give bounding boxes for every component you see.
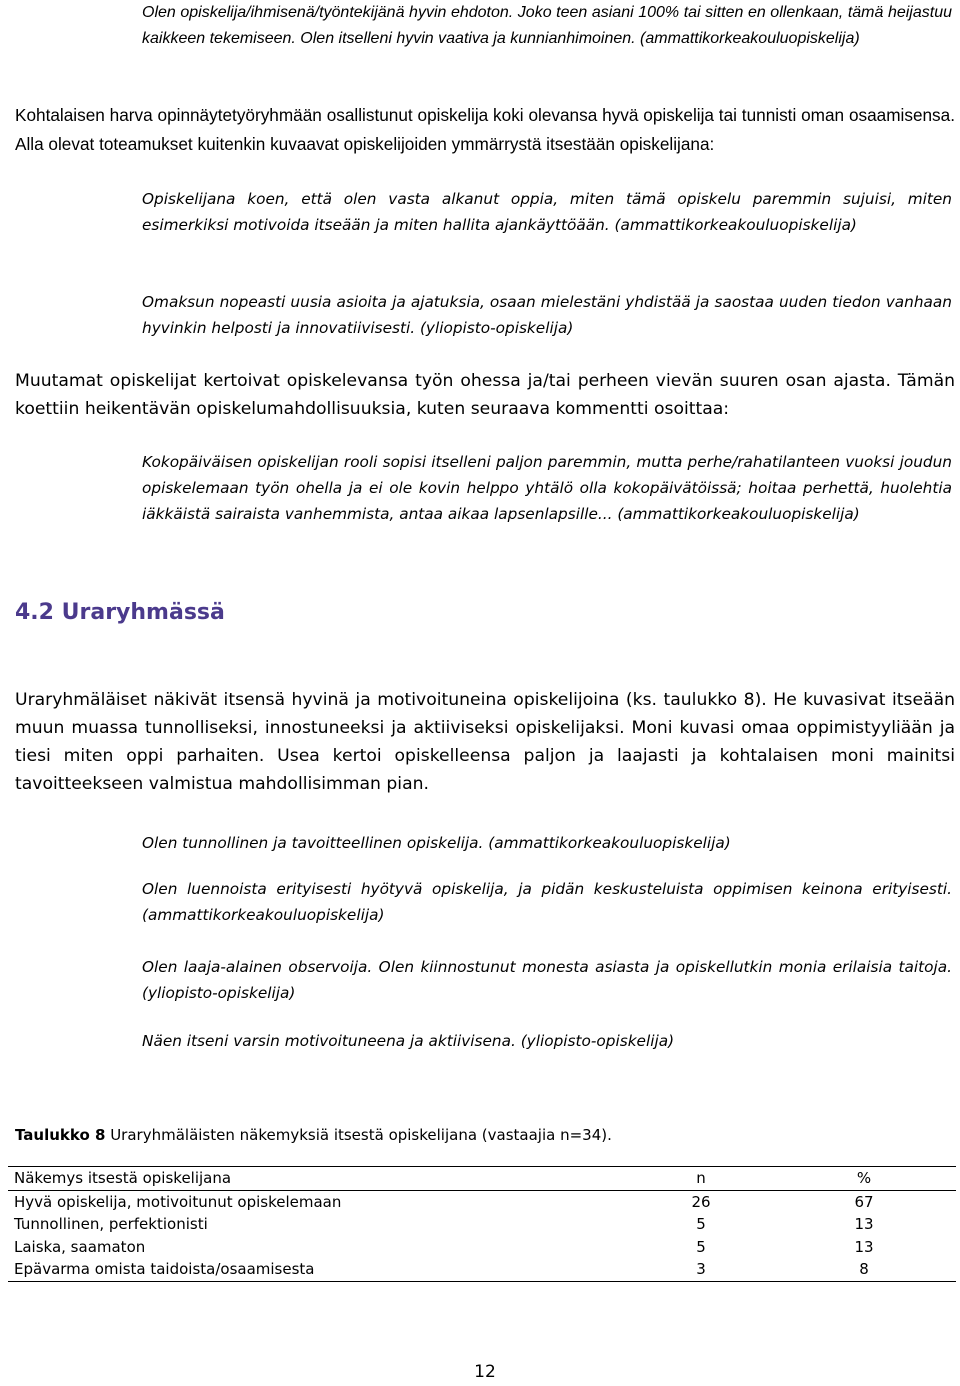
quote-7-text: Näen itseni varsin motivoituneena ja aktiivisena. (yliopisto-opiskelija) xyxy=(142,1032,675,1050)
table-caption xyxy=(15,1126,612,1144)
quote-6 xyxy=(142,954,952,1006)
table-cell: 67 xyxy=(854,1192,874,1211)
quote-4-text: Olen tunnollinen ja tavoitteellinen opiskelija. (ammattikorkeakouluopiskelija) xyxy=(142,834,731,852)
p1-sentence-2: Alla olevat toteamukset kuitenkin kuvaavat opiskelijoiden ymmärrystä itsestään opiskelijana: xyxy=(15,134,715,154)
table-row xyxy=(8,1190,956,1213)
quote-top xyxy=(142,0,952,52)
quote-1 xyxy=(142,186,952,238)
table-cell: 3 xyxy=(696,1260,706,1278)
quote-1-text: Opiskelijana koen, että olen vasta alkanut oppia, miten tämä opiskelu paremmin sujuisi, miten esimerkiksi motivoida itseään ja miten hallita ajankäyttöään. (ammattikorkeakouluopiskelija) xyxy=(142,190,952,234)
table-caption-label: Taulukko 8 xyxy=(15,1126,106,1144)
quote-3-text: Kokopäiväisen opiskelijan rooli sopisi itselleni paljon paremmin, mutta perhe/rahatilanteen vuoksi joudun opiskelemaan työn ohella ja ei ole kovin helppo yhtälö olla kokopäivätöissä; hoitaa perhettä, huolehtia iäkkäistä sairaista vanhemmista, antaa aikaa lapsenlapsille... (ammattikorkeakouluopiskelija) xyxy=(142,453,952,523)
table-header-n: n xyxy=(696,1169,706,1187)
table-cell: Laiska, saamaton xyxy=(14,1237,146,1256)
table-cell: Hyvä opiskelija, motivoitunut opiskelemaan xyxy=(14,1192,342,1211)
page-number: 12 xyxy=(474,1362,496,1382)
table-cell: 13 xyxy=(854,1215,874,1233)
table-header-percent: % xyxy=(856,1169,872,1187)
paragraph-3-text: Uraryhmäläiset näkivät itsensä hyvinä ja motivoituneina opiskelijoina (ks. taulukko 8). He kuvasivat itseään muun muassa tunnolliseksi, innostuneeksi ja aktiiviseksi opiskelijaksi. Moni kuvasi omaa oppimistyyliään ja tiesi miten oppi parhaiten. Usea kertoi opiskelleensa paljon ja laajasti ja kohtalaisen moni mainitsi tavoitteekseen valmistua mahdollisimman pian. xyxy=(15,690,955,794)
section-heading: 4.2 Uraryhmässä xyxy=(15,600,225,625)
paragraph-1 xyxy=(15,101,955,159)
paragraph-3 xyxy=(15,686,955,798)
table-cell: 26 xyxy=(691,1192,711,1211)
table-row xyxy=(8,1213,956,1236)
table-cell: 8 xyxy=(859,1260,869,1278)
table-cell: 5 xyxy=(696,1215,706,1233)
quote-5 xyxy=(142,876,952,928)
quote-2 xyxy=(142,289,952,341)
table-cell: 5 xyxy=(696,1237,706,1256)
opinions-table xyxy=(8,1166,956,1282)
paragraph-2 xyxy=(15,367,955,423)
quote-6-text: Olen laaja-alainen observoija. Olen kiinnostunut monesta asiasta ja opiskellutkin monia erilaisia taitoja. (yliopisto-opiskelija) xyxy=(142,958,952,1002)
quote-4 xyxy=(142,830,952,856)
table-cell: Epävarma omista taidoista/osaamisesta xyxy=(14,1260,315,1278)
table-row xyxy=(8,1236,956,1259)
quote-2-text: Omaksun nopeasti uusia asioita ja ajatuksia, osaan mielestäni yhdistää ja saostaa uuden tiedon vanhaan hyvinkin helposti ja innovatiivisesti. (yliopisto-opiskelija) xyxy=(142,293,952,337)
table-cell: 13 xyxy=(854,1237,874,1256)
table-row xyxy=(8,1258,956,1281)
quote-top-text: Olen opiskelija/ihmisenä/työntekijänä hyvin ehdoton. Joko teen asiani 100% tai sitten en ollenkaan, tämä heijastuu kaikkeen tekemiseen. Olen itselleni hyvin vaativa ja kunnianhimoinen. (ammattikorkeakouluopiskelija) xyxy=(142,4,952,47)
paragraph-1-text xyxy=(15,101,955,159)
quote-7 xyxy=(142,1028,952,1054)
table-cell: Tunnollinen, perfektionisti xyxy=(14,1215,208,1233)
table-header-view: Näkemys itsestä opiskelijana xyxy=(14,1169,232,1187)
quote-5-text: Olen luennoista erityisesti hyötyvä opiskelija, ja pidän keskusteluista oppimisen keinona erityisesti. (ammattikorkeakouluopiskelija) xyxy=(142,880,952,924)
table-caption-text: Uraryhmäläisten näkemyksiä itsestä opiskelijana (vastaajia n=34). xyxy=(105,1126,612,1144)
paragraph-2-text: Muutamat opiskelijat kertoivat opiskelevansa työn ohessa ja/tai perheen vievän suuren osan ajasta. Tämän koettiin heikentävän opiskelumahdollisuuksia, kuten seuraava kommentti osoittaa: xyxy=(15,371,955,419)
quote-3 xyxy=(142,449,952,527)
table-header-row xyxy=(8,1167,956,1191)
p1-sentence-1: Kohtalaisen harva opinnäytetyöryhmään osallistunut opiskelija koki olevansa hyvä opiskelija tai tunnisti oman osaamisensa. xyxy=(15,105,955,125)
